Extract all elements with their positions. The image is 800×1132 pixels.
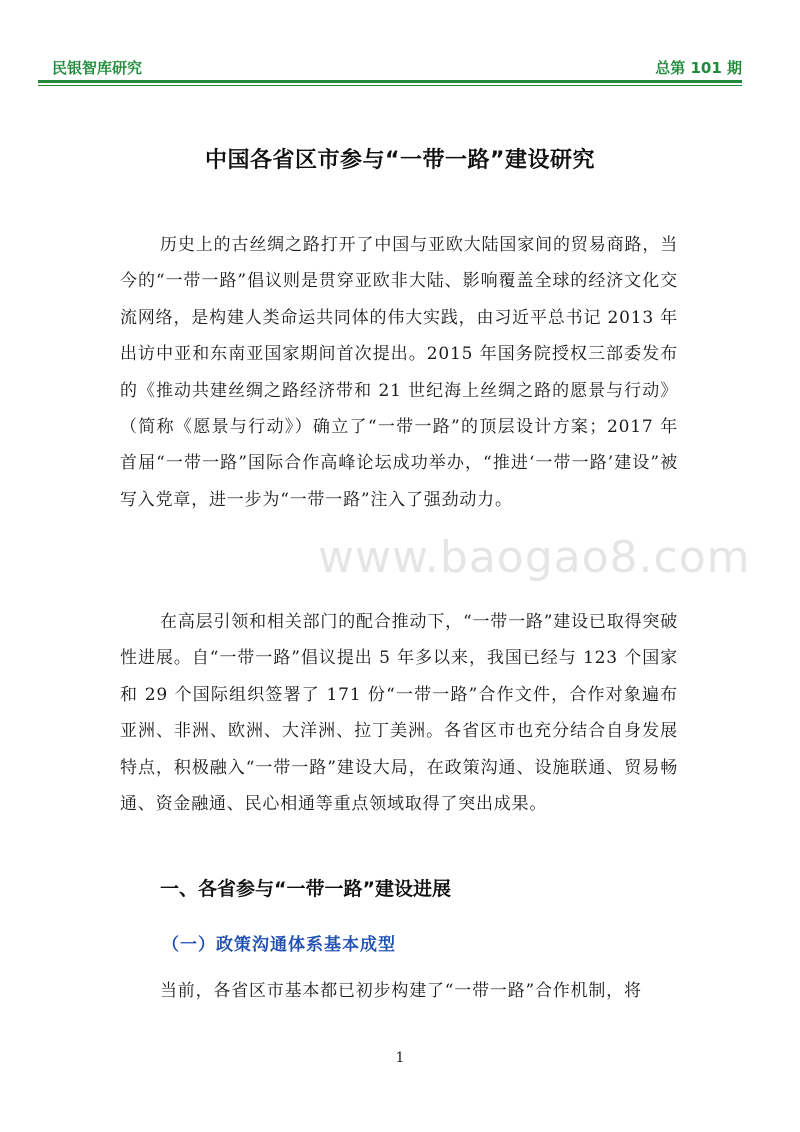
watermark: www.baogao8.com bbox=[318, 532, 751, 583]
page-number: 1 bbox=[395, 1050, 405, 1066]
page-header bbox=[38, 58, 742, 80]
body-paragraph: 当前，各省区市基本都已初步构建了“一带一路”合作机制，将 bbox=[160, 981, 642, 1001]
header-rule-thin bbox=[38, 85, 742, 86]
header-rule-thick bbox=[38, 80, 742, 83]
document-title: 中国各省区市参与“一带一路”建设研究 bbox=[205, 148, 595, 173]
header-publication-name: 民银智库研究 bbox=[52, 59, 143, 77]
header-issue-number: 总第 101 期 bbox=[655, 59, 742, 77]
subsection-heading: （一）政策沟通体系基本成型 bbox=[162, 935, 396, 955]
body-paragraph: 历史上的古丝绸之路打开了中国与亚欧大陆国家间的贸易商路，当今的“一带一路”倡议则是贯穿亚欧非大陆、影响覆盖全球的经济文化交流网络，是构建人类命运共同体的伟大实践，由习近平总书记 2013 年出访中亚和东南亚国家期间首次提出。2015 年国务院授权三部委发布的《推动共建丝绸之路经济带和 21 世纪海上丝绸之路的愿景与行动》（简称《愿景与行动》）确立了“一带一路”的顶层设计方案；2017 年首届“一带一路”国际合作高峰论坛成功举办，“推进‘一带一路’建设”被写入党章，进一步为“一带一路”注入了强劲动力。 bbox=[120, 235, 678, 510]
body-paragraph: 在高层引领和相关部门的配合推动下，“一带一路”建设已取得突破性进展。自“一带一路”倡议提出 5 年多以来，我国已经与 123 个国家和 29 个国际组织签署了 171 份“一带一路”合作文件，合作对象遍布亚洲、非洲、欧洲、大洋洲、拉丁美洲。各省区市也充分结合自身发展特点，积极融入“一带一路”建设大局，在政策沟通、设施联通、贸易畅通、资金融通、民心相通等重点领域取得了突出成果。 bbox=[120, 612, 678, 815]
section-heading: 一、各省参与“一带一路”建设进展 bbox=[160, 878, 451, 900]
